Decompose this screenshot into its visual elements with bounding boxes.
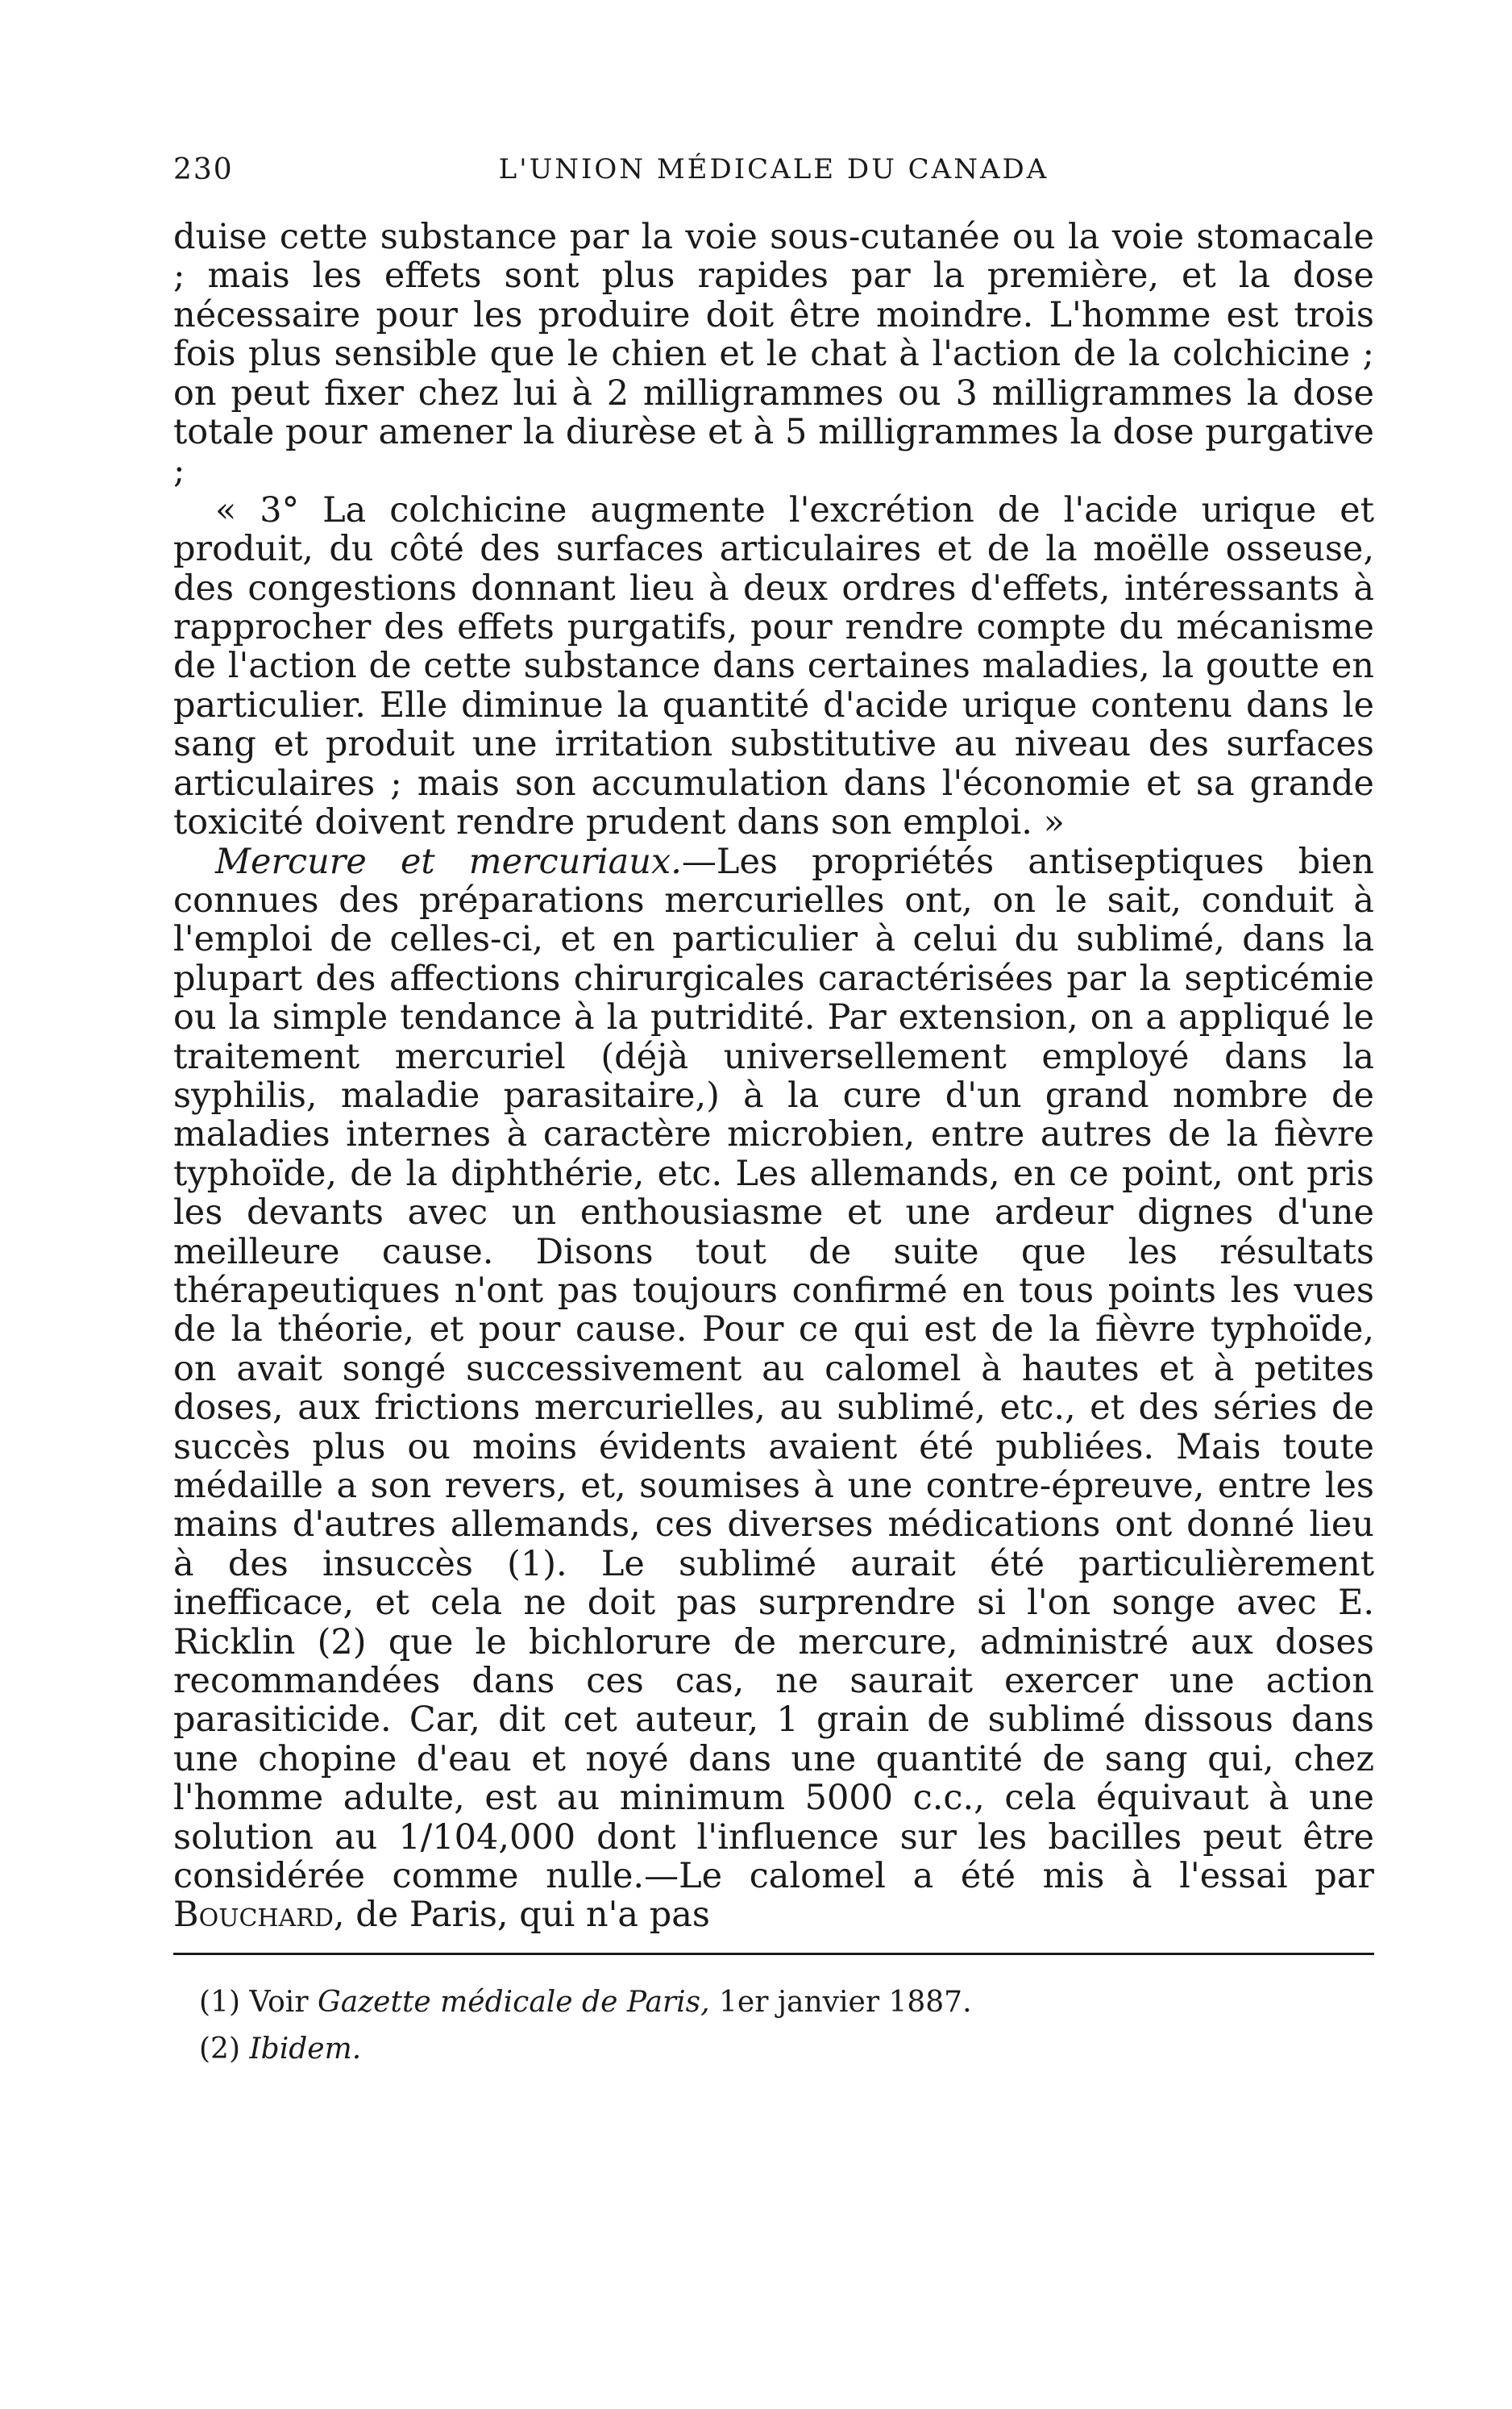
body-text [173,218,1374,1935]
footnote-1-number: (1) [199,1985,240,2019]
document-page [173,153,1374,2073]
page-number: 230 [173,153,234,186]
footnote-1 [199,1979,1374,2026]
footnote-divider [173,1953,1374,1955]
footnote-2 [199,2026,1374,2073]
footnote-1-title: Gazette médicale de Paris, [317,1985,710,2019]
author-name: Bouchard [173,1895,334,1936]
paragraph-3-end: , de Paris, qui n'a pas [333,1895,710,1936]
footnotes [173,1979,1374,2073]
running-head: L'UNION MÉDICALE DU CANADA [498,153,1049,185]
page-header [173,153,1374,202]
paragraph-3-text: —Les propriétés antiseptiques bien connues des préparations mercurielles ont, on le sait, conduit à l'emploi de celles-ci, et en particulier à celui du sublimé, dans la plupart des affections chirurgicales caractérisées par la septicémie ou la simple tendance à la putridité. Par extension, on a appliqué le traitement mercuriel (déjà universellement employé dans la syphilis, maladie parasitaire,) à la cure d'un grand nombre de maladies internes à caractère microbien, entre autres de la fièvre typhoïde, de la diphthérie, etc. Les allemands, en ce point, ont pris les devants avec un enthousiasme et une ardeur dignes d'une meilleure cause. Disons tout de suite que les résultats thérapeutiques n'ont pas toujours confirmé en tous points les vues de la théorie, et pour cause. Pour ce qui est de la fièvre typhoïde, on avait songé successivement au calomel à hautes et à petites doses, aux frictions mercurielles, au sublimé, etc., et des séries de succès plus ou moins évidents avaient été publiées. Mais toute médaille a son revers, et, soumises à une contre-épreuve, entre les mains d'autres allemands, ces diverses médications ont donné lieu à des insuccès (1). Le sublimé aurait été particulièrement inefficace, et cela ne doit pas surprendre si l'on songe avec E. Ricklin (2) que le bichlorure de mercure, administré aux doses recommandées dans ces cas, ne saurait exercer une action parasiticide. Car, dit cet auteur, 1 grain de sublimé dissous dans une chopine d'eau et noyé dans une quantité de sang qui, chez l'homme adulte, est au minimum 5000 c.c., cela équivaut à une solution au 1/104,000 dont l'influence sur les bacilles peut être considérée comme nulle.—Le calomel a été mis à l'essai par [173,841,1374,1897]
footnote-2-title: Ibidem. [249,2032,362,2066]
footnote-1-pre: Voir [240,1985,318,2019]
paragraph-2: « 3° La colchicine augmente l'excrétion de l'acide urique et produit, du côté des surfaces articulaires et de la moëlle osseuse, des congestions donnant lieu à deux ordres d'effets, intéressants à rapprocher des effets purgatifs, pour rendre compte du mécanisme de l'action de cette substance dans certaines maladies, la goutte en particulier. Elle diminue la quantité d'acide urique contenu dans le sang et produit une irritation substitutive au niveau des surfaces articulaires ; mais son accumulation dans l'économie et sa grande toxicité doivent rendre prudent dans son emploi. » [173,489,1374,843]
footnote-1-date: 1er janvier 1887. [709,1985,972,2019]
paragraph-1: duise cette substance par la voie sous-cutanée ou la voie stomacale ; mais les effets sont plus rapides par la première, et la dose nécessaire pour les produire doit être moindre. L'homme est trois fois plus sensible que le chien et le chat à l'action de la colchicine ; on peut fixer chez lui à 2 milligrammes ou 3 milligrammes la dose totale pour amener la diurèse et à 5 milligrammes la dose purgative ; [173,217,1374,492]
section-heading: Mercure et mercuriaux. [215,841,682,882]
footnote-2-number: (2) [199,2032,240,2066]
paragraph-3 [173,843,1374,1935]
